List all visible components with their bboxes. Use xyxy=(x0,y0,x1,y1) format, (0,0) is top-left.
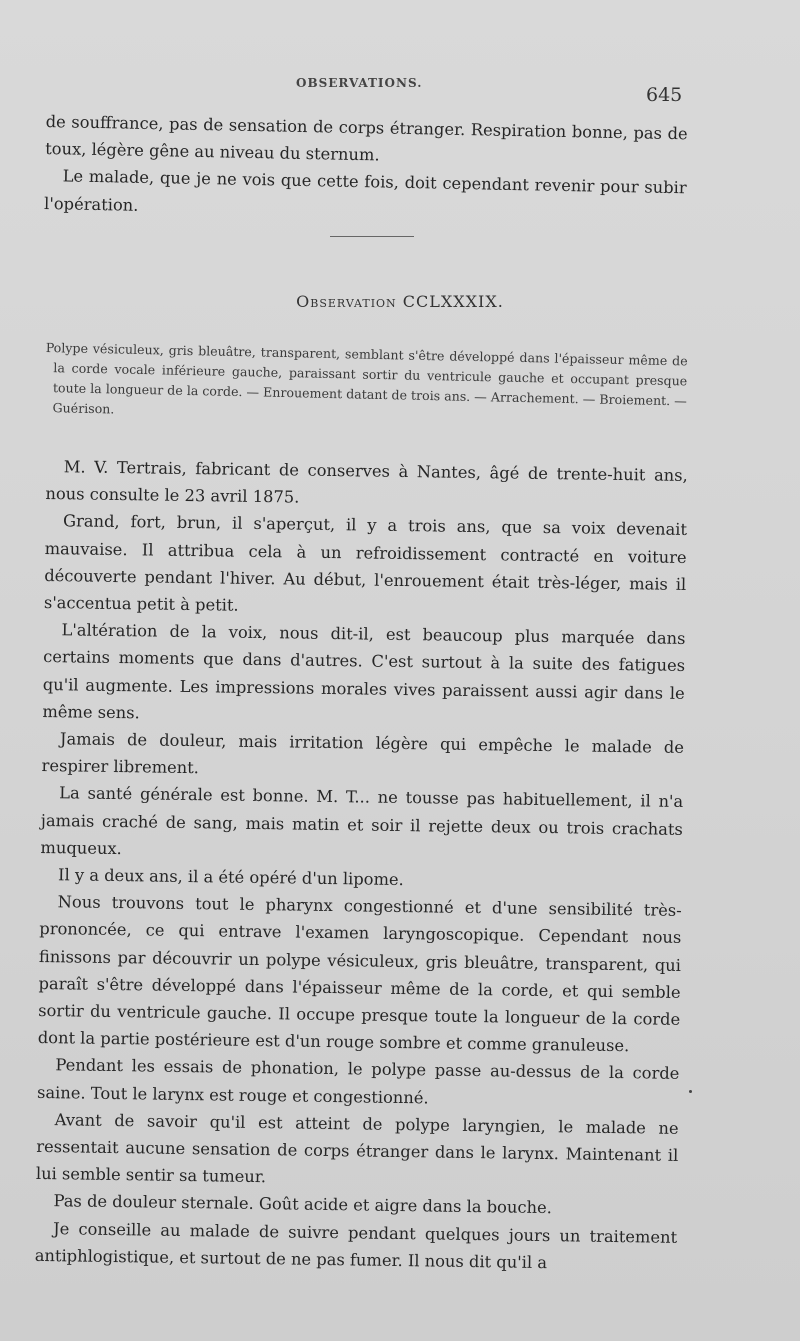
continued-text xyxy=(44,108,688,229)
paragraph: Grand, fort, brun, il s'aperçut, il y a trois ans, que sa voix devenait mauvaise. Il attribua cela à un refroidissement contracté en voiture découverte pendant l'hiver. Au début, l'enrouement était très-léger, mais il s'accentua petit à petit. xyxy=(43,511,688,615)
paragraph: Le malade, que je ne vois que cette fois, doit cependant revenir pour subir l'opération. xyxy=(43,166,687,215)
running-head: OBSERVATIONS. xyxy=(296,76,423,90)
ink-speck xyxy=(689,1090,692,1093)
observation-body xyxy=(35,453,688,1278)
paragraph: Avant de savoir qu'il est atteint de polype laryngien, le malade ne ressentait aucune sensation de corps étranger dans le larynx. Maintenant il lui semble sentir sa tumeur. xyxy=(35,1110,679,1187)
paragraph: Il y a deux ans, il a été opéré d'un lipome. xyxy=(57,865,404,890)
observation-title: Observation CCLXXXIX. xyxy=(296,292,504,311)
paragraph: Je conseille au malade de suivre pendant quelques jours un traitement antiphlogistique, et surtout de ne pas fumer. Il nous dit qu'il a xyxy=(34,1218,678,1272)
paragraph: Jamais de douleur, mais irritation légère qui empêche le malade de respirer librement. xyxy=(41,729,685,778)
page-header xyxy=(0,72,800,106)
page-number: 645 xyxy=(646,84,683,106)
paragraph: M. V. Tertrais, fabricant de conserves à Nantes, âgé de trente-huit ans, nous consulte le 23 avril 1875. xyxy=(45,457,688,507)
paragraph: Pendant les essais de phonation, le polype passe au-dessus de la corde saine. Tout le larynx est rouge et congestionné. xyxy=(36,1055,680,1108)
paragraph: La santé générale est bonne. M. T... ne tousse pas habituellement, il n'a jamais craché de sang, mais matin et soir il rejette deux ou trois crachats muqueux. xyxy=(40,783,684,858)
observation-summary xyxy=(44,338,688,431)
paragraph: de souffrance, pas de sensation de corps étranger. Respiration bonne, pas de toux, légère gêne au niveau du sternum. xyxy=(45,111,688,165)
summary-text: Polype vésiculeux, gris bleuâtre, transparent, semblant s'être développé dans l'épaisseur même de la corde vocale inférieure gauche, paraissant sortir du ventricule gauche et occupant presque toute la longueur de la corde. — Enrouement datant de trois ans. — Arrachement. — Broiement. — Guérison. xyxy=(45,339,688,417)
paragraph: Pas de douleur sternale. Goût acide et aigre dans la bouche. xyxy=(53,1191,552,1218)
paragraph: L'altération de la voix, nous dit-il, est beaucoup plus marquée dans certains moments que dans d'autres. C'est surtout à la suite des fatigues qu'il augmente. Les impressions morales vives paraissent aussi agir dans le même sens. xyxy=(42,620,686,723)
section-divider xyxy=(330,236,414,237)
paragraph: Nous trouvons tout le pharynx congestionné et d'une sensibilité très-prononcée, ce qui entrave l'examen laryngoscopique. Cependant nous finissons par découvrir un polype vésiculeux, gris bleuâtre, transparent, qui paraît s'être développé dans l'épaisseur même de la corde, et qui semble sortir du ventricule gauche. Il occupe presque toute la longueur de la corde dont la partie postérieure est d'un rouge sombre et comme granuleuse. xyxy=(37,892,682,1056)
